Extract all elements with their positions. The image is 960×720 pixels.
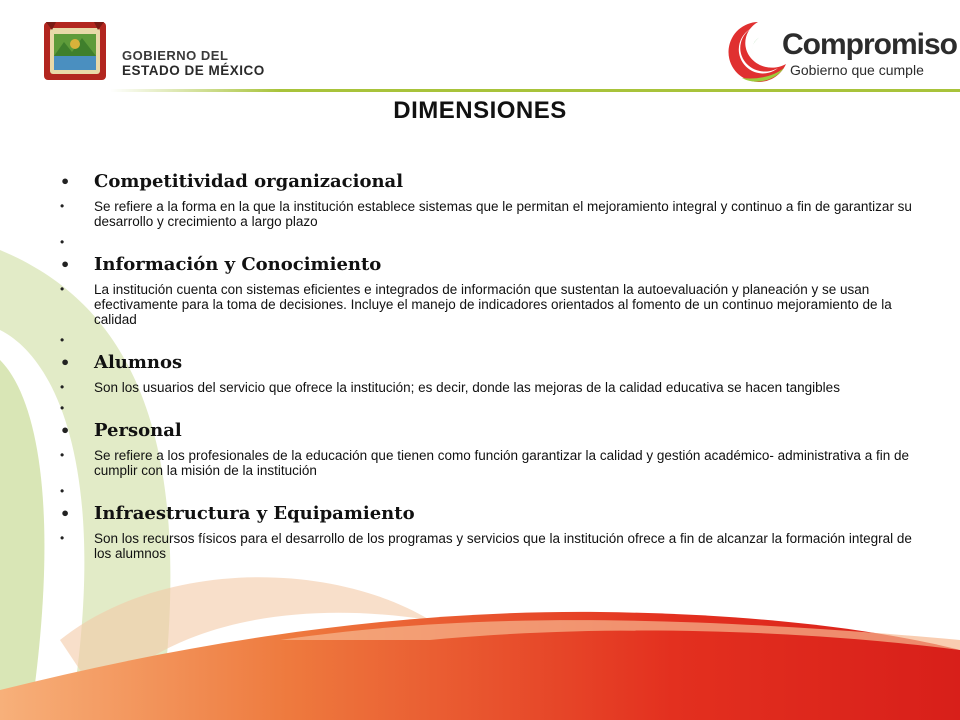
section-description: • Son los recursos físicos para el desarrollo de los programas y servicios que la institución ofrece a fin de alcanzar la formación integral de los alumnos xyxy=(60,531,920,561)
government-line-2: ESTADO DE MÉXICO xyxy=(122,63,265,78)
section-heading: • Alumnos xyxy=(60,349,920,377)
header-divider xyxy=(110,89,960,92)
page-title: DIMENSIONES xyxy=(393,97,567,124)
section-description: • Se refiere a la forma en la que la institución establece sistemas que le permitan el mejoramiento integral y continuo a fin de garantizar su desarrollo y crecimiento a largo plazo xyxy=(60,199,920,229)
government-line-1: GOBIERNO DEL xyxy=(122,48,229,63)
brand-name: Compromiso xyxy=(782,28,958,61)
dimensions-list xyxy=(60,168,920,561)
section-description: • Son los usuarios del servicio que ofrece la institución; es decir, donde las mejoras de la calidad educativa se hacen tangibles xyxy=(60,380,920,395)
empty-bullet xyxy=(60,233,920,251)
section-heading: • Información y Conocimiento xyxy=(60,251,920,279)
empty-bullet xyxy=(60,399,920,417)
government-name xyxy=(122,48,265,78)
section-heading: • Infraestructura y Equipamiento xyxy=(60,500,920,528)
section-heading: • Competitividad organizacional xyxy=(60,168,920,196)
section-description: • Se refiere a los profesionales de la educación que tienen como función garantizar la calidad y gestión académico- administrativa a fin de cumplir con la misión de la institución xyxy=(60,448,920,478)
empty-bullet xyxy=(60,331,920,349)
brand-tagline: Gobierno que cumple xyxy=(790,62,924,78)
section-description: • La institución cuenta con sistemas eficientes e integrados de información que sustentan la autoevaluación y planeación y se usan efectivamente para la toma de decisiones. Incluye el manejo de indicadores orientados al fomento de un continuo mejoramiento de la calidad xyxy=(60,282,920,327)
header xyxy=(0,0,960,92)
compromiso-brand xyxy=(782,30,957,78)
section-heading: • Personal xyxy=(60,417,920,445)
estado-de-mexico-coat-of-arms-icon xyxy=(42,20,108,82)
empty-bullet xyxy=(60,482,920,500)
